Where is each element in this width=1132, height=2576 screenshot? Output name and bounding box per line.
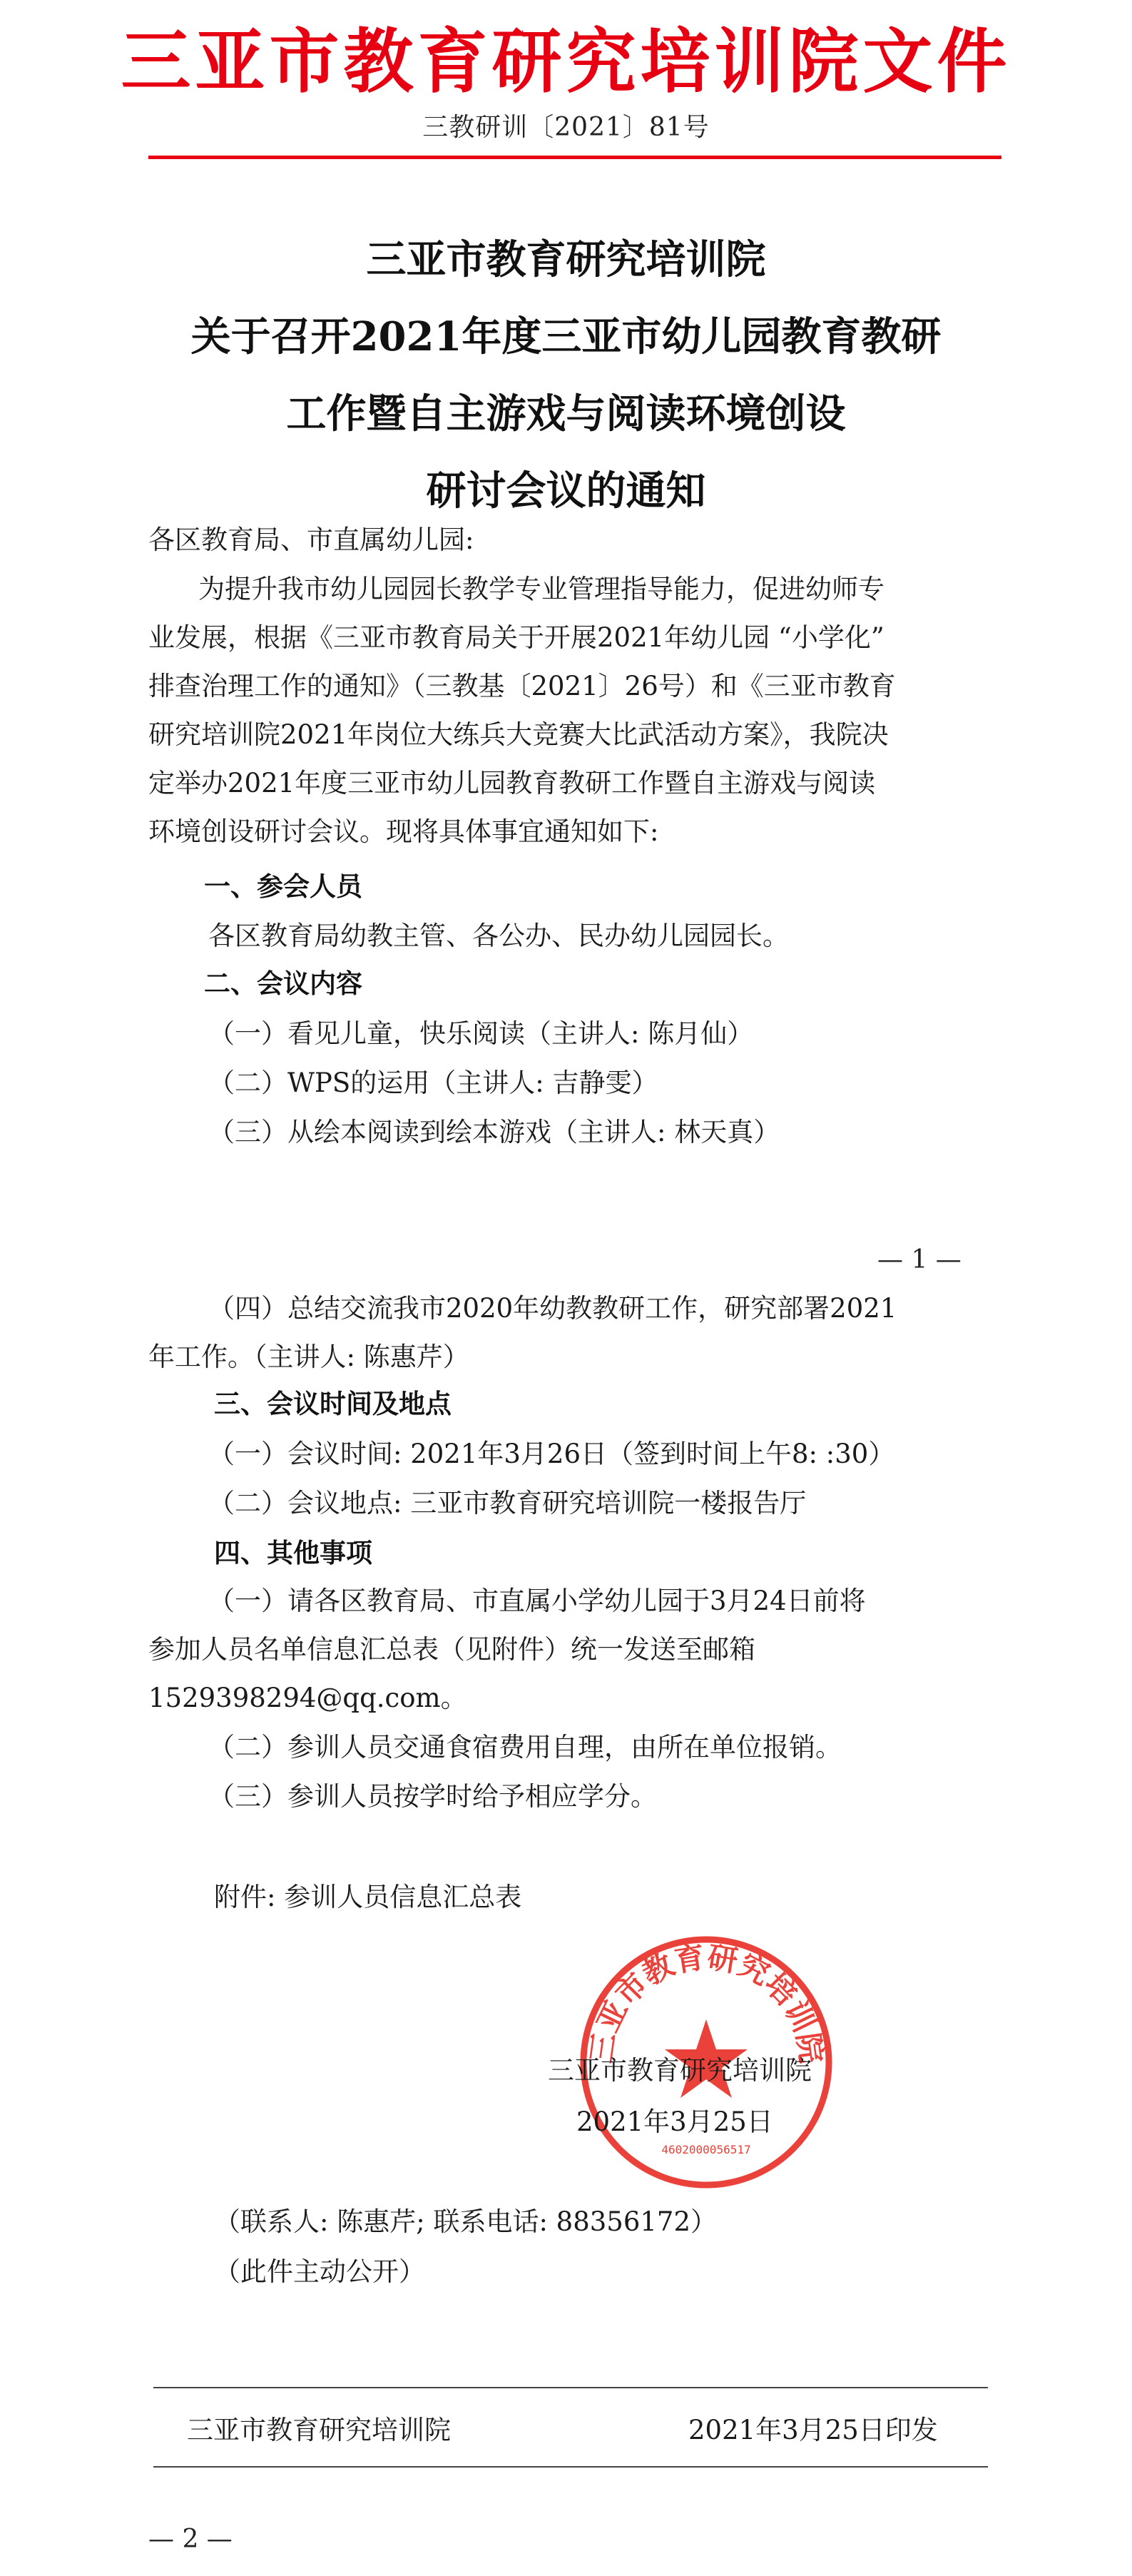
other-item-3: （三）参训人员按学时给予相应学分。 <box>208 1781 657 1812</box>
paragraph-line: 定举办2021年度三亚市幼儿园教育教研工作暨自主游戏与阅读 <box>148 768 876 798</box>
other-item-2: （二）参训人员交通食宿费用自理，由所在单位报销。 <box>208 1732 842 1763</box>
paragraph-line: 1529398294@qq.com。 <box>148 1683 467 1713</box>
intro-paragraph <box>148 565 990 856</box>
paragraph-line: 业发展，根据《三亚市教育局关于开展2021年幼儿园 “小学化” <box>148 622 884 653</box>
section-heading-other: 四、其他事项 <box>214 1538 372 1568</box>
contact-info: （联系人: 陈惠芹; 联系电话: 88356172） <box>214 2206 718 2237</box>
notice-title <box>0 221 1132 529</box>
title-line: 关于召开2021年度三亚市幼儿园教育教研 <box>190 313 942 360</box>
disclosure-note: （此件主动公开） <box>214 2256 425 2287</box>
title-line: 工作暨自主游戏与阅读环境创设 <box>286 390 846 437</box>
footer-bottom-rule <box>153 2466 988 2468</box>
salutation: 各区教育局、市直属幼儿园: <box>148 524 474 555</box>
paragraph-line: 环境创设研讨会议。现将具体事宜通知如下: <box>148 816 659 847</box>
paragraph-line: （一）请各区教育局、市直属小学幼儿园于3月24日前将 <box>208 1586 866 1616</box>
title-line: 三亚市教育研究培训院 <box>366 236 766 283</box>
document-number: 三教研训〔2021〕81号 <box>422 113 710 142</box>
content-item: （一）看见儿童，快乐阅读（主讲人: 陈月仙） <box>208 1018 754 1049</box>
signature-date: 2021年3月25日 <box>576 2106 773 2137</box>
location-item: （二）会议地点: 三亚市教育研究培训院一楼报告厅 <box>208 1488 807 1518</box>
time-item: （一）会议时间: 2021年3月26日（签到时间上午8: :30） <box>208 1439 895 1469</box>
section-heading-time-location: 三、会议时间及地点 <box>214 1389 452 1419</box>
paragraph-line: （四）总结交流我市2020年幼教教研工作，研究部署2021 <box>208 1293 897 1324</box>
other-item-1 <box>148 1577 990 1723</box>
footer-printed-date: 2021年3月25日印发 <box>688 2415 938 2445</box>
header-red-divider <box>148 156 1001 159</box>
attachment-note: 附件: 参训人员信息汇总表 <box>214 1882 522 1912</box>
attendees-text: 各区教育局幼教主管、各公办、民办幼儿园园长。 <box>208 921 789 951</box>
content-item: （二）WPS的运用（主讲人: 吉静雯） <box>208 1068 658 1098</box>
content-item-4 <box>148 1284 990 1381</box>
document-header-title: 三亚市教育研究培训院文件 <box>121 21 1011 103</box>
signature-org: 三亚市教育研究培训院 <box>548 2055 812 2086</box>
paragraph-line: 参加人员名单信息汇总表（见附件）统一发送至邮箱 <box>148 1634 755 1665</box>
paragraph-line: 年工作。（主讲人: 陈惠芹） <box>148 1342 469 1372</box>
paragraph-line: 排查治理工作的通知》（三教基〔2021〕26号）和《三亚市教育 <box>148 671 896 701</box>
page-number-1: — 1 — <box>877 1245 962 1274</box>
paragraph-line: 研究培训院2021年岗位大练兵大竞赛大比武活动方案》，我院决 <box>148 719 889 750</box>
title-line: 研讨会议的通知 <box>426 467 706 514</box>
page-number-2: — 2 — <box>148 2525 233 2554</box>
content-item: （三）从绘本阅读到绘本游戏（主讲人: 林天真） <box>208 1117 780 1147</box>
seal-text: 三亚市教育研究培训院 <box>583 1939 830 2066</box>
section-heading-attendees: 一、参会人员 <box>204 871 362 902</box>
footer-org: 三亚市教育研究培训院 <box>187 2415 451 2445</box>
footer-top-rule <box>153 2387 988 2388</box>
section-heading-content: 二、会议内容 <box>204 968 362 999</box>
seal-code: 4602000056517 <box>661 2143 751 2156</box>
paragraph-line: 为提升我市幼儿园园长教学专业管理指导能力，促进幼师专 <box>198 574 884 604</box>
